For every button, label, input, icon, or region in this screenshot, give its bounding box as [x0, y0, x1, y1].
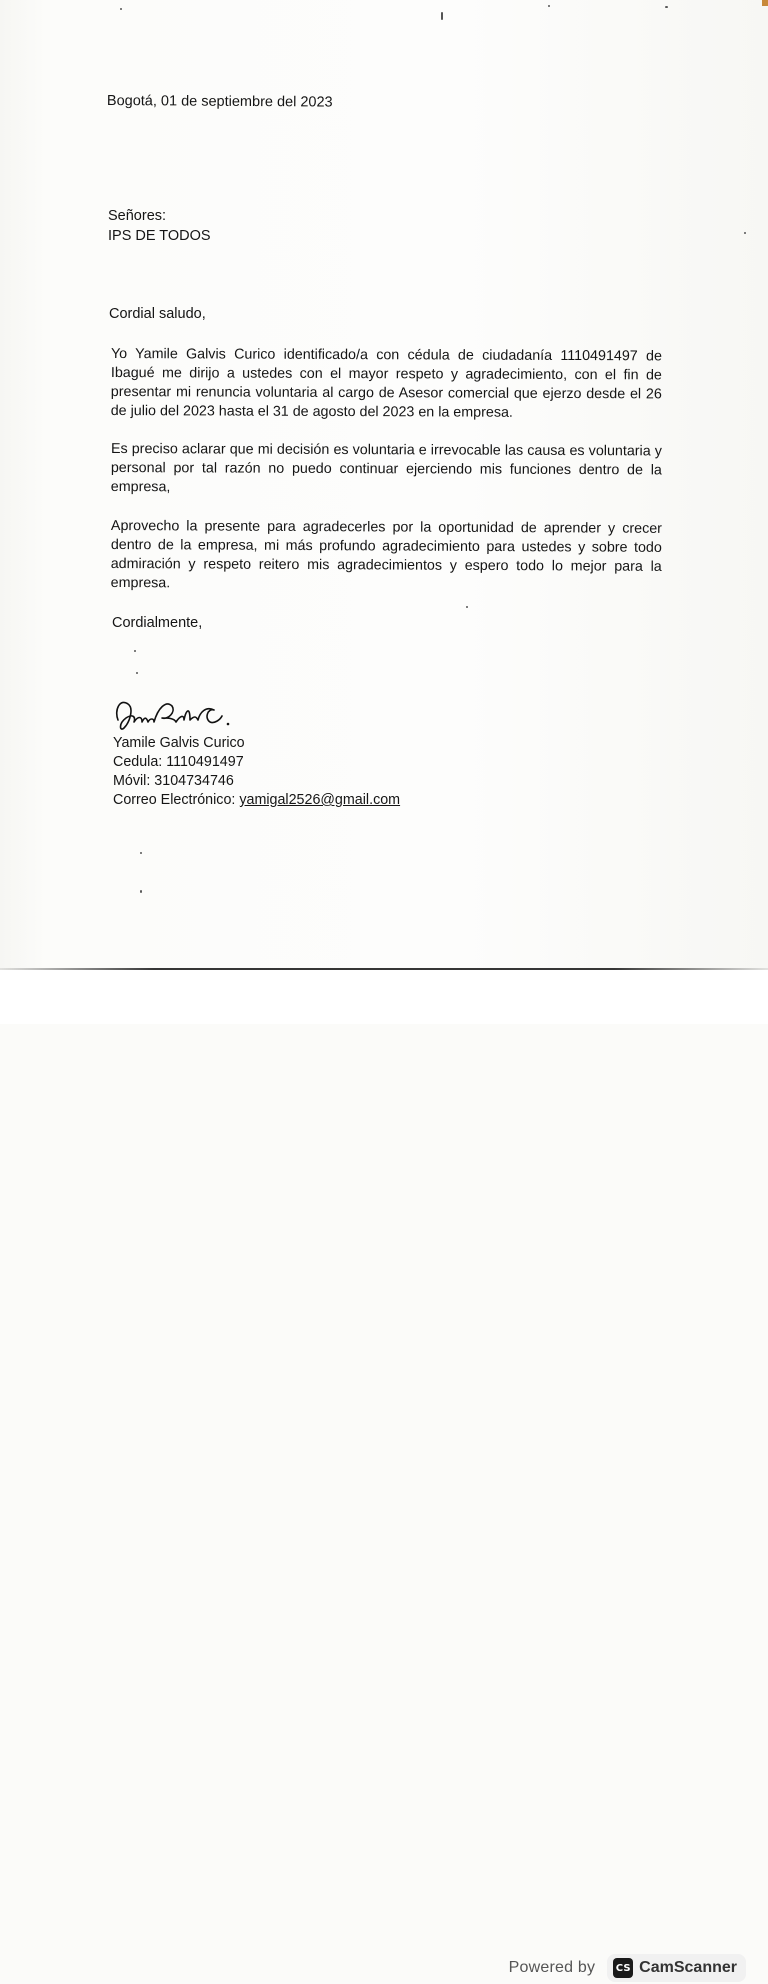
scan-speck: [466, 606, 468, 608]
signatory-phone: Móvil: 3104734746: [113, 773, 234, 789]
camscanner-logo-icon: CS: [613, 1958, 633, 1978]
recipient-block: [108, 207, 211, 247]
email-label: Correo Electrónico:: [113, 792, 240, 808]
letter-paragraph: Yo Yamile Galvis Curico identificado/a con cédula de ciudadanía 1110491497 de Ibagué me dirijo a ustedes con el mayor respeto y agradecimiento, con el fin de presentar mi renuncia voluntaria al cargo de Asesor comercial que ejerzo desde el 26 de julio del 2023 hasta el 31 de agosto del 2023 en la empresa.: [110, 346, 662, 421]
signatory-email-line: [113, 791, 400, 810]
powered-by-badge: [509, 1952, 746, 1984]
recipient-salutation: Señores:: [108, 208, 167, 224]
scan-speck: [548, 5, 550, 7]
scan-corner-mark: [762, 0, 768, 6]
email-link[interactable]: yamigal2526@gmail.com: [239, 792, 401, 808]
scan-speck: [140, 890, 142, 893]
signatory-block: [113, 734, 400, 810]
signatory-cedula: Cedula: 1110491497: [113, 754, 244, 770]
letter-paragraph: Aprovecho la presente para agradecerles por la oportunidad de aprender y crecer dentro de la empresa, mi más profundo agradecimiento para ustedes y sobre todo admiración y respeto reitero mis agradecimientos y espero todo lo mejor para la empresa.: [110, 518, 662, 592]
letter-greeting: Cordial saludo,: [109, 306, 206, 322]
letter-paragraph: Es preciso aclarar que mi decisión es voluntaria e irrevocable las causa es voluntaria y personal por tal razón no puedo continuar ejerciendo mis funciones dentro de la empresa,: [110, 441, 662, 496]
scan-speck: [136, 672, 138, 674]
powered-by-label: Powered by: [508, 1959, 596, 1976]
signatory-name: Yamile Galvis Curico: [113, 735, 245, 751]
scan-speck: [665, 6, 668, 8]
recipient-company: IPS DE TODOS: [108, 228, 211, 244]
camscanner-name: CamScanner: [639, 1959, 737, 1976]
scan-speck: [120, 8, 122, 10]
scan-speck: [134, 650, 136, 652]
scanner-footer: [0, 970, 768, 1976]
scan-speck: [441, 12, 443, 20]
scan-speck: [140, 852, 142, 854]
handwritten-signature: [110, 688, 250, 738]
scan-speck: [744, 232, 746, 234]
letter-closing: Cordialmente,: [112, 615, 203, 631]
letter-date: Bogotá, 01 de septiembre del 2023: [106, 92, 333, 111]
camscanner-brand: [607, 1954, 746, 1982]
